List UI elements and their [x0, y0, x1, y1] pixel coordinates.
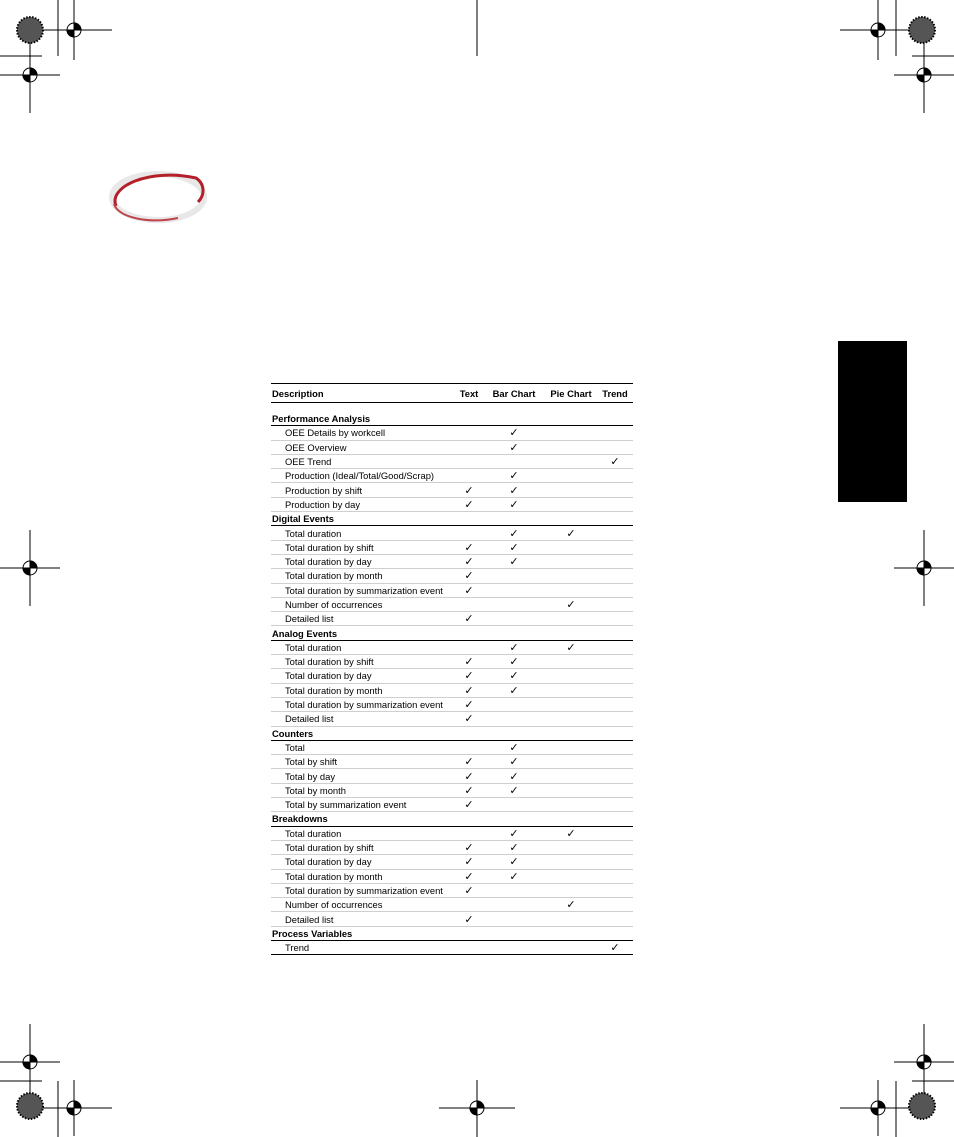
check-bar-cell — [483, 912, 545, 926]
row-label: Total duration by month — [271, 569, 455, 583]
check-pie-cell — [545, 712, 597, 726]
check-mark-icon: ✓ — [545, 597, 597, 611]
check-pie-cell — [545, 769, 597, 783]
check-mark-icon: ✓ — [483, 497, 545, 511]
check-mark-icon: ✓ — [545, 898, 597, 912]
check-text-cell — [455, 898, 483, 912]
row-label: Total duration by day — [271, 554, 455, 568]
section-title: Digital Events — [271, 512, 633, 526]
table-row — [271, 612, 633, 626]
check-text-cell — [455, 426, 483, 440]
check-trend-cell — [597, 540, 633, 554]
table-row — [271, 526, 633, 540]
table-row — [271, 497, 633, 511]
section-row — [271, 412, 633, 426]
header-trend: Trend — [597, 384, 633, 403]
check-bar-cell — [483, 883, 545, 897]
check-mark-icon: ✓ — [483, 855, 545, 869]
check-mark-icon: ✓ — [483, 840, 545, 854]
check-trend-cell — [597, 869, 633, 883]
chapter-thumb-tab — [838, 341, 907, 502]
check-trend-cell — [597, 497, 633, 511]
check-pie-cell — [545, 569, 597, 583]
row-label: Total by summarization event — [271, 798, 455, 812]
check-text-cell — [455, 940, 483, 954]
check-mark-icon: ✓ — [483, 826, 545, 840]
check-mark-icon: ✓ — [483, 526, 545, 540]
check-trend-cell — [597, 469, 633, 483]
check-bar-cell — [483, 597, 545, 611]
spacer-row — [271, 403, 633, 413]
check-mark-icon: ✓ — [597, 940, 633, 954]
table-row — [271, 940, 633, 954]
row-label: Total duration by shift — [271, 840, 455, 854]
spacer-cell — [271, 403, 633, 413]
check-mark-icon: ✓ — [597, 454, 633, 468]
row-label: Total duration by shift — [271, 540, 455, 554]
check-text-cell — [455, 526, 483, 540]
check-mark-icon: ✓ — [455, 569, 483, 583]
table-row — [271, 783, 633, 797]
table-row — [271, 840, 633, 854]
header-pie-chart: Pie Chart — [545, 384, 597, 403]
check-mark-icon: ✓ — [455, 769, 483, 783]
check-bar-cell — [483, 798, 545, 812]
check-pie-cell — [545, 740, 597, 754]
check-mark-icon: ✓ — [455, 798, 483, 812]
check-trend-cell — [597, 912, 633, 926]
check-pie-cell — [545, 755, 597, 769]
check-pie-cell — [545, 469, 597, 483]
check-text-cell — [455, 597, 483, 611]
check-pie-cell — [545, 912, 597, 926]
section-row — [271, 512, 633, 526]
check-mark-icon: ✓ — [483, 740, 545, 754]
table-header-row — [271, 384, 633, 403]
check-mark-icon: ✓ — [455, 783, 483, 797]
row-label: Total duration — [271, 526, 455, 540]
check-mark-icon: ✓ — [455, 755, 483, 769]
check-trend-cell — [597, 840, 633, 854]
row-label: OEE Overview — [271, 440, 455, 454]
table-row — [271, 540, 633, 554]
check-mark-icon: ✓ — [483, 755, 545, 769]
check-trend-cell — [597, 783, 633, 797]
check-trend-cell — [597, 740, 633, 754]
check-pie-cell — [545, 454, 597, 468]
table-row — [271, 755, 633, 769]
row-label: Number of occurrences — [271, 898, 455, 912]
check-pie-cell — [545, 554, 597, 568]
table-row — [271, 740, 633, 754]
check-pie-cell — [545, 869, 597, 883]
row-label: Trend — [271, 940, 455, 954]
check-trend-cell — [597, 612, 633, 626]
check-mark-icon: ✓ — [455, 683, 483, 697]
row-label: Total — [271, 740, 455, 754]
section-row — [271, 812, 633, 826]
check-bar-cell — [483, 697, 545, 711]
table-row — [271, 569, 633, 583]
check-pie-cell — [545, 483, 597, 497]
check-pie-cell — [545, 840, 597, 854]
row-label: Production by day — [271, 497, 455, 511]
check-text-cell — [455, 826, 483, 840]
row-label: Total duration — [271, 826, 455, 840]
check-trend-cell — [597, 440, 633, 454]
check-mark-icon: ✓ — [455, 869, 483, 883]
check-trend-cell — [597, 426, 633, 440]
table-row — [271, 483, 633, 497]
row-label: Total by month — [271, 783, 455, 797]
check-mark-icon: ✓ — [483, 655, 545, 669]
check-mark-icon: ✓ — [483, 440, 545, 454]
check-pie-cell — [545, 540, 597, 554]
check-mark-icon: ✓ — [455, 855, 483, 869]
table-row — [271, 669, 633, 683]
check-mark-icon: ✓ — [483, 783, 545, 797]
section-title: Breakdowns — [271, 812, 633, 826]
section-title: Process Variables — [271, 926, 633, 940]
row-label: OEE Details by workcell — [271, 426, 455, 440]
check-mark-icon: ✓ — [455, 612, 483, 626]
row-label: Total duration by month — [271, 869, 455, 883]
table-row — [271, 469, 633, 483]
check-text-cell — [455, 740, 483, 754]
check-trend-cell — [597, 583, 633, 597]
check-mark-icon: ✓ — [455, 497, 483, 511]
check-pie-cell — [545, 426, 597, 440]
check-mark-icon: ✓ — [483, 469, 545, 483]
check-trend-cell — [597, 683, 633, 697]
check-pie-cell — [545, 940, 597, 954]
check-trend-cell — [597, 669, 633, 683]
check-mark-icon: ✓ — [455, 669, 483, 683]
check-text-cell — [455, 469, 483, 483]
row-label: Number of occurrences — [271, 597, 455, 611]
table-row — [271, 898, 633, 912]
table-row — [271, 769, 633, 783]
section-title: Analog Events — [271, 626, 633, 640]
header-bar-chart: Bar Chart — [483, 384, 545, 403]
check-trend-cell — [597, 883, 633, 897]
report-type-table — [271, 383, 633, 955]
row-label: Detailed list — [271, 912, 455, 926]
check-pie-cell — [545, 798, 597, 812]
check-bar-cell — [483, 612, 545, 626]
row-label: Total duration by day — [271, 669, 455, 683]
check-trend-cell — [597, 855, 633, 869]
table-row — [271, 426, 633, 440]
table-row — [271, 712, 633, 726]
check-trend-cell — [597, 526, 633, 540]
row-label: Total by day — [271, 769, 455, 783]
check-mark-icon: ✓ — [455, 655, 483, 669]
check-bar-cell — [483, 940, 545, 954]
check-pie-cell — [545, 669, 597, 683]
row-label: Total duration by summarization event — [271, 583, 455, 597]
row-label: Total duration — [271, 640, 455, 654]
table-row — [271, 855, 633, 869]
row-label: Total duration by shift — [271, 655, 455, 669]
check-pie-cell — [545, 855, 597, 869]
check-text-cell — [455, 454, 483, 468]
check-mark-icon: ✓ — [483, 554, 545, 568]
check-trend-cell — [597, 697, 633, 711]
check-mark-icon: ✓ — [455, 483, 483, 497]
header-text: Text — [455, 384, 483, 403]
row-label: Total duration by day — [271, 855, 455, 869]
check-pie-cell — [545, 783, 597, 797]
check-trend-cell — [597, 655, 633, 669]
check-mark-icon: ✓ — [545, 526, 597, 540]
table-row — [271, 912, 633, 926]
check-mark-icon: ✓ — [545, 640, 597, 654]
check-trend-cell — [597, 826, 633, 840]
row-label: Detailed list — [271, 712, 455, 726]
row-label: Total duration by summarization event — [271, 883, 455, 897]
check-text-cell — [455, 440, 483, 454]
check-trend-cell — [597, 755, 633, 769]
header-description: Description — [271, 384, 455, 403]
check-trend-cell — [597, 798, 633, 812]
check-pie-cell — [545, 883, 597, 897]
check-trend-cell — [597, 712, 633, 726]
check-mark-icon: ✓ — [483, 483, 545, 497]
check-mark-icon: ✓ — [483, 669, 545, 683]
check-pie-cell — [545, 697, 597, 711]
table-row — [271, 869, 633, 883]
check-pie-cell — [545, 583, 597, 597]
row-label: OEE Trend — [271, 454, 455, 468]
section-title: Performance Analysis — [271, 412, 633, 426]
row-label: Total duration by summarization event — [271, 697, 455, 711]
table-row — [271, 826, 633, 840]
check-trend-cell — [597, 898, 633, 912]
check-mark-icon: ✓ — [483, 683, 545, 697]
check-bar-cell — [483, 454, 545, 468]
table-row — [271, 597, 633, 611]
section-title: Counters — [271, 726, 633, 740]
check-text-cell — [455, 640, 483, 654]
section-row — [271, 626, 633, 640]
check-mark-icon: ✓ — [455, 583, 483, 597]
table-row — [271, 883, 633, 897]
table-row — [271, 583, 633, 597]
check-mark-icon: ✓ — [455, 912, 483, 926]
row-label: Production by shift — [271, 483, 455, 497]
row-label: Production (Ideal/Total/Good/Scrap) — [271, 469, 455, 483]
row-label: Detailed list — [271, 612, 455, 626]
check-bar-cell — [483, 898, 545, 912]
row-label: Total duration by month — [271, 683, 455, 697]
table-row — [271, 454, 633, 468]
check-pie-cell — [545, 655, 597, 669]
check-mark-icon: ✓ — [455, 697, 483, 711]
check-trend-cell — [597, 597, 633, 611]
swoosh-logo-icon — [112, 174, 204, 220]
check-pie-cell — [545, 683, 597, 697]
table-row — [271, 640, 633, 654]
table-row — [271, 655, 633, 669]
check-mark-icon: ✓ — [545, 826, 597, 840]
table-row — [271, 697, 633, 711]
check-mark-icon: ✓ — [455, 840, 483, 854]
check-pie-cell — [545, 612, 597, 626]
check-mark-icon: ✓ — [483, 540, 545, 554]
row-label: Total by shift — [271, 755, 455, 769]
check-mark-icon: ✓ — [455, 554, 483, 568]
check-mark-icon: ✓ — [455, 712, 483, 726]
check-pie-cell — [545, 497, 597, 511]
table-row — [271, 554, 633, 568]
check-mark-icon: ✓ — [455, 883, 483, 897]
table-body — [271, 403, 633, 955]
check-pie-cell — [545, 440, 597, 454]
table-row — [271, 440, 633, 454]
section-row — [271, 726, 633, 740]
check-bar-cell — [483, 583, 545, 597]
check-trend-cell — [597, 640, 633, 654]
check-bar-cell — [483, 569, 545, 583]
check-mark-icon: ✓ — [483, 640, 545, 654]
check-trend-cell — [597, 569, 633, 583]
check-mark-icon: ✓ — [483, 869, 545, 883]
check-mark-icon: ✓ — [483, 426, 545, 440]
check-trend-cell — [597, 554, 633, 568]
check-trend-cell — [597, 483, 633, 497]
check-mark-icon: ✓ — [483, 769, 545, 783]
table-row — [271, 683, 633, 697]
section-row — [271, 926, 633, 940]
check-mark-icon: ✓ — [455, 540, 483, 554]
table-row — [271, 798, 633, 812]
check-trend-cell — [597, 769, 633, 783]
check-bar-cell — [483, 712, 545, 726]
